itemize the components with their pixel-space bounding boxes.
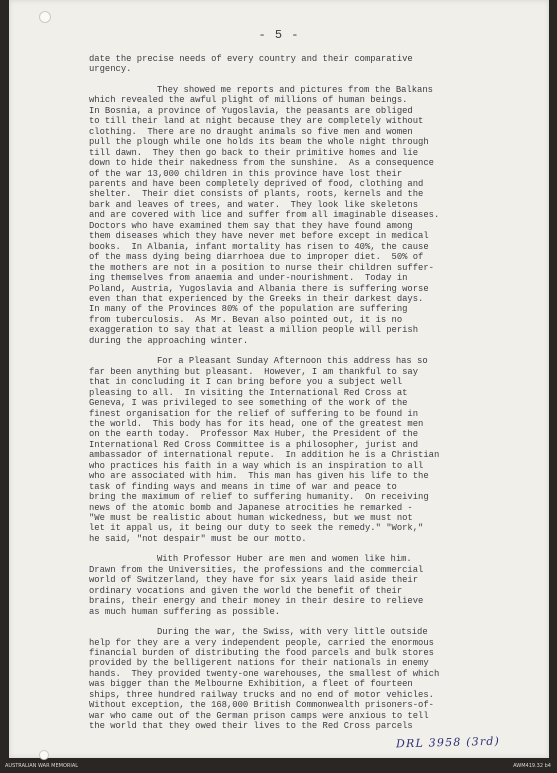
- text-line: For a Pleasant Sunday Afternoon this address has so: [157, 356, 428, 367]
- text-line: financial burden of distributing the food parcels and bulk stores: [89, 648, 434, 659]
- punch-hole: [39, 11, 51, 23]
- page-number: - 5 -: [258, 28, 300, 42]
- text-line: the world. This body has for its head, one of the greatest men: [89, 418, 424, 429]
- text-line: which revealed the awful plight of millions of human beings.: [89, 95, 408, 106]
- paragraph: [89, 554, 534, 617]
- text-line: ing themselves from anaemia and under-nourishment. Today in: [89, 273, 408, 284]
- text-line: parents and have been completely deprived of food, clothing and: [89, 178, 424, 189]
- text-line: ordinary vocations and given the world the benefit of their: [89, 585, 403, 596]
- text-line: and are covered with lice and suffer from all imaginable diseases.: [89, 210, 440, 221]
- text-line: news of the atomic bomb and Japanese atrocities he remarked -: [89, 502, 413, 513]
- text-line: far been anything but pleasant. However, I am thankful to say: [89, 366, 419, 377]
- text-line: pleasing to all. In visiting the International Red Cross at: [89, 387, 408, 398]
- text-line: of the war 13,000 children in this province have lost their: [89, 168, 403, 179]
- paragraph: [89, 627, 534, 732]
- text-line: to till their land at night because they are completely without: [89, 116, 424, 127]
- paragraph: [89, 54, 534, 75]
- text-line: In many of the Provinces 80% of the population are suffering: [89, 304, 408, 315]
- document-page: [9, 0, 549, 758]
- text-line: during the approaching winter.: [89, 335, 249, 346]
- text-line: books. In Albania, infant mortality has risen to 40%, the cause: [89, 241, 429, 252]
- text-line: the world that they owed their lives to the Red Cross parcels: [89, 721, 413, 732]
- text-line: ambassador of international repute. In addition he is a Christian: [89, 450, 440, 461]
- text-line: of the mass dying being diarrhoea due to improper diet. 50% of: [89, 252, 424, 263]
- text-line: down to hide their nakedness from the sunshine. As a consequence: [89, 158, 434, 169]
- text-line: he said, "not despair" must be our motto.: [89, 533, 307, 544]
- paragraph: [89, 85, 534, 346]
- paragraph: [89, 356, 534, 544]
- text-line: the mothers are not in a position to nurse their children suffer-: [89, 262, 434, 273]
- text-line: ships, three hundred railway trucks and no end of motor vehicles.: [89, 689, 434, 700]
- text-line: "We must be realistic about human wickedness, but we must not: [89, 513, 413, 524]
- text-line: exaggeration to say that at least a million people will perish: [89, 325, 419, 336]
- archive-footer: [0, 759, 557, 773]
- text-line: task of finding ways and means in time of war and peace to: [89, 481, 397, 492]
- text-line: war who came out of the German prison camps were anxious to tell: [89, 710, 429, 721]
- text-line: shelter. Their diet consists of plants, roots, kernels and the: [89, 189, 424, 200]
- text-line: During the war, the Swiss, with very little outside: [157, 627, 428, 638]
- text-line: that in concluding it I can bring before you a subject well: [89, 377, 403, 388]
- text-line: Doctors who have examined them say that they have found among: [89, 220, 413, 231]
- text-line: In Bosnia, a province of Yugoslavia, the peasants are obliged: [89, 105, 413, 116]
- text-line: on the earth today. Professor Max Huber, the President of the: [89, 429, 419, 440]
- text-line: With Professor Huber are men and women like him.: [157, 554, 412, 565]
- text-line: was bigger than the Melbourne Exhibition, a fleet of fourteen: [89, 679, 413, 690]
- text-line: Geneva, I was privileged to see something of the work of the: [89, 398, 408, 409]
- text-line: bring the maximum of relief to suffering humanity. On receiving: [89, 492, 429, 503]
- text-line: hands. They provided twenty-one warehouses, the smallest of which: [89, 668, 440, 679]
- text-line: let it appal us, it being our duty to seek the remedy." "Work,": [89, 523, 424, 534]
- text-line: International Red Cross Committee is a philosopher, jurist and: [89, 439, 419, 450]
- text-line: world of Switzerland, they have for six years laid aside their: [89, 575, 419, 586]
- text-line: them diseases which they have never met before except in medical: [89, 231, 429, 242]
- text-line: till dawn. They then go back to their primitive homes and lie: [89, 147, 419, 158]
- text-line: as much human suffering as possible.: [89, 606, 281, 617]
- text-line: provided by the belligerent nations for their nationals in enemy: [89, 658, 429, 669]
- text-line: from tuberculosis. As Mr. Bevan also pointed out, it is no: [89, 314, 403, 325]
- text-line: date the precise needs of every country and their comparative: [89, 54, 413, 64]
- text-line: Without exception, the 168,000 British Commonwealth prisoners-of-: [89, 700, 434, 711]
- text-line: clothing. There are no draught animals so five men and women: [89, 126, 413, 137]
- text-line: pull the plough while one holds its beam the whole night through: [89, 137, 429, 148]
- document-body: [89, 54, 534, 742]
- footer-right-label: AWM419.32 b4: [513, 763, 551, 769]
- text-line: Poland, Austria, Yugoslavia and Albania there is suffering worse: [89, 283, 429, 294]
- text-line: brains, their energy and their money in their desire to relieve: [89, 596, 424, 607]
- text-line: urgency.: [89, 64, 132, 75]
- text-line: Drawn from the Universities, the professions and the commercial: [89, 564, 424, 575]
- text-line: bark and leaves of trees, and water. They look like skeletons: [89, 199, 419, 210]
- text-line: even than that experienced by the Greeks in their darkest days.: [89, 293, 424, 304]
- text-line: help for they are a very independent people, carried the enormous: [89, 637, 434, 648]
- text-line: They showed me reports and pictures from the Balkans: [157, 84, 433, 95]
- text-line: who practices his faith in a way which is an inspiration to all: [89, 460, 424, 471]
- footer-left-label: AUSTRALIAN WAR MEMORIAL: [5, 763, 79, 769]
- text-line: who are associated with him. This man has given his life to the: [89, 471, 429, 482]
- text-line: finest organisation for the relief of suffering to be found in: [89, 408, 419, 419]
- handwritten-reference: DRL 3958 (3rd): [395, 734, 501, 751]
